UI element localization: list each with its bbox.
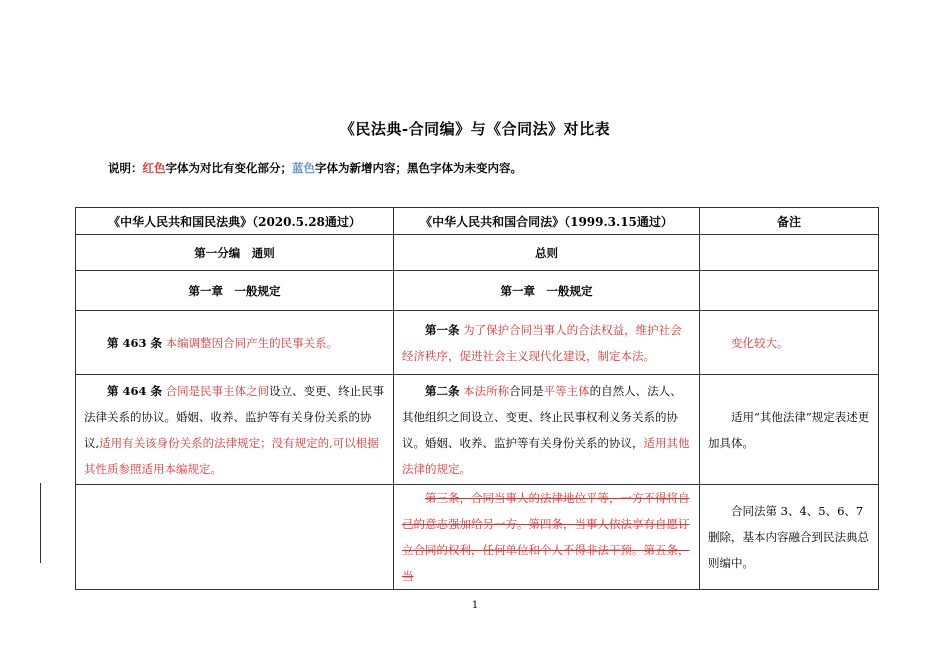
note-deleted: 合同法第 3、4、5、6、7 删除，基本内容融合到民法典总则编中。 [700,485,879,590]
chapter-civil: 第一章 一般规定 [76,271,394,311]
table-row [76,375,879,485]
legend [108,160,522,176]
page-title: 《民法典-合同编》与《合同法》对比表 [339,120,611,138]
revision-bar [40,483,41,563]
article-text-changed: 本法所称 [463,383,510,398]
article-text: 本编调整因合同产生的民事关系。 [165,335,339,350]
chapter-row [76,271,879,311]
legend-text-1: 字体为对比有变化部分； [165,161,292,175]
article-text-changed: 合同是民事主体之间 [165,383,270,398]
page-number: 1 [471,600,479,611]
contract-article-2 [394,375,700,485]
legend-prefix: 说明： [108,161,143,175]
article-text: 合同是 [509,383,544,398]
chapter-note [700,271,879,311]
header-contract-law: 《中华人民共和国合同法》（1999.3.15通过） [394,208,700,235]
article-text: 设立、变更、终止民事法律关系的协议。婚姻、收养、监护等有关身份关系的协议, [84,383,385,450]
article-text-changed: 平等主体 [543,383,590,398]
note-463: 变化较大。 [700,311,879,375]
legend-red-word: 红色 [142,161,166,175]
part-civil: 第一分编 通则 [76,235,394,271]
civil-empty-cell [76,485,394,590]
article-text: 的自然人、法人、其他组织之间设立、变更、终止民事权利义务关系的协议。婚姻、收养、监护等有关身份关系的协议， [402,383,682,450]
header-civil-code: 《中华人民共和国民法典》（2020.5.28通过） [76,208,394,235]
comparison-table [75,207,879,590]
civil-article-463 [76,311,394,375]
article-text-changed: 适用其他法律的规定。 [402,435,690,476]
article-label: 第二条 [425,383,460,398]
legend-blue-word: 蓝色 [292,161,315,175]
note-464: 适用“其他法律”规定表述更加具体。 [700,375,879,485]
header-notes: 备注 [700,208,879,235]
article-label: 第 464 条 [107,383,163,398]
civil-article-464 [76,375,394,485]
part-row [76,235,879,271]
table-row [76,485,879,590]
article-text-changed: 适用有关该身份关系的法律规定；没有规定的,可以根据其性质参照适用本编规定。 [84,435,379,476]
part-note [700,235,879,271]
article-text: 为了保护合同当事人的合法权益，维护社会经济秩序，促进社会主义现代化建设，制定本法。 [402,322,682,363]
article-label: 第 463 条 [107,335,163,350]
legend-text-2: 字体为新增内容；黑色字体为未变内容。 [315,161,522,175]
part-contract: 总则 [394,235,700,271]
header-row [76,208,879,235]
article-label: 第一条 [425,322,460,337]
contract-deleted-articles: 第三条，合同当事人的法律地位平等，一方不得将自己的意志强加给另一方。第四条，当事人依法享有自愿订立合同的权利，任何单位和个人不得非法干预。第五条，当 [394,485,700,590]
table-row [76,311,879,375]
chapter-contract: 第一章 一般规定 [394,271,700,311]
contract-article-1 [394,311,700,375]
